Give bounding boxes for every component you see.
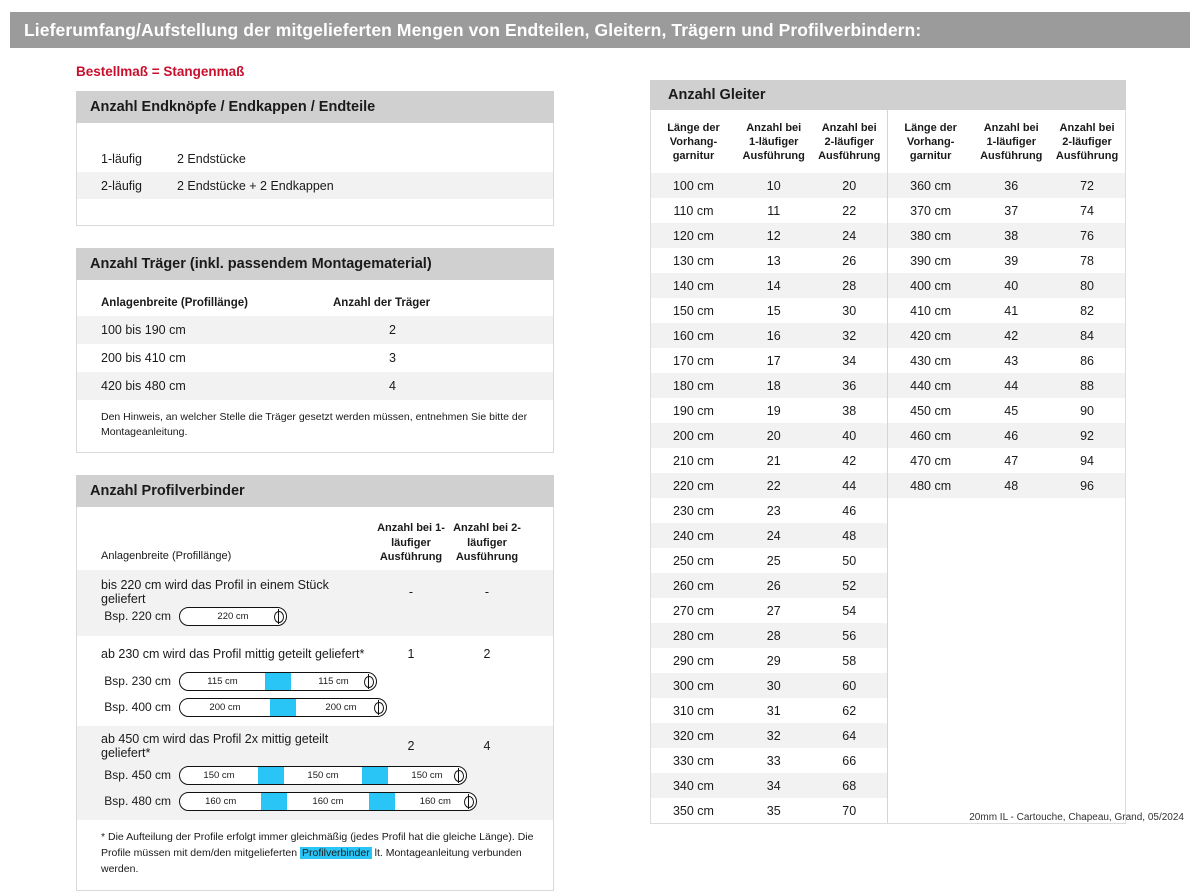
cell-2laeufig: 32 [842,328,857,343]
profile-bar [179,672,377,691]
table-row [888,323,1125,348]
cell-2laeufig: 24 [842,228,857,243]
cell-laenge: 140 cm [672,278,714,293]
cell-laenge: 260 cm [672,578,714,593]
cell-2laeufig: 94 [1080,453,1094,468]
cell-1laeufig: 20 [766,428,781,443]
group-value-1laeufig: 1 [407,647,415,662]
example-label: Bsp. 480 cm [104,794,171,809]
group-value-2laeufig: 4 [483,739,491,754]
cell-1laeufig: 33 [766,753,781,768]
section-body-traeger [76,280,554,453]
cell-1laeufig: 46 [1004,428,1019,443]
cell-1laeufig: 37 [1004,203,1019,218]
cell-1laeufig: 10 [766,178,781,193]
gleiter-rows-right [888,173,1125,498]
bar-segment: 115 cm [318,675,349,687]
spacer [77,123,553,145]
bar-segment: 200 cm [209,701,241,713]
table-row [651,323,887,348]
cell-2laeufig: 72 [1080,178,1094,193]
cell-2laeufig: 54 [842,603,857,618]
page-footer: 20mm IL - Cartouche, Chapeau, Grand, 05/2024 [969,812,1184,823]
table-row [651,198,887,223]
table-row [651,448,887,473]
table-row [651,773,887,798]
cell-laenge: 370 cm [910,203,952,218]
cell-2laeufig: 96 [1080,478,1094,493]
section-traeger [76,248,554,453]
cell-2laeufig: 30 [842,303,857,318]
cell-laenge: 450 cm [910,403,952,418]
gleiter-rows-left [651,173,887,823]
bar-segment: 150 cm [307,769,339,781]
cell-1laeufig: 44 [1004,378,1019,393]
header-anlagenbreite: Anlagenbreite (Profillänge) [101,297,248,309]
cell-2laeufig: 84 [1080,328,1094,343]
cell-2laeufig: 58 [842,653,857,668]
cell-type: 1-läufig [101,151,142,166]
cell-2laeufig: 44 [842,478,857,493]
cell-1laeufig: 26 [766,578,781,593]
table-row [651,223,887,248]
cell-1laeufig: 40 [1004,278,1019,293]
example-label: Bsp. 450 cm [104,768,171,783]
table-header [77,507,553,570]
section-heading-endknoepfe: Anzahl Endknöpfe / Endkappen / Endteile [76,91,554,123]
right-column [650,80,1126,824]
profilverbinder-footnote [77,820,553,889]
profile-bar [179,698,387,717]
example-label-wrap [77,698,497,717]
cell-laenge: 110 cm [673,203,714,218]
table-row [888,273,1125,298]
group-value-2laeufig: - [484,585,490,600]
cell-laenge: 480 cm [910,478,952,493]
gleiter-table-right [888,110,1125,823]
cell-laenge: 410 cm [910,303,952,318]
cell-range: 200 bis 410 cm [101,351,186,365]
bar-endcap-icon [364,673,374,690]
cell-laenge: 290 cm [672,653,714,668]
header-laenge: Länge der Vorhang- garnitur [904,122,957,162]
cell-laenge: 440 cm [910,378,952,393]
bar-segment: 115 cm [207,675,238,687]
example-row [77,696,553,726]
cell-2laeufig: 28 [842,278,857,293]
cell-laenge: 250 cm [672,553,714,568]
cell-laenge: 220 cm [672,478,714,493]
red-note: Bestellmaß = Stangenmaß [76,64,245,79]
cell-1laeufig: 25 [766,553,781,568]
group-text: ab 450 cm wird das Profil 2x mittig geteilt geliefert* [101,732,329,761]
table-row [651,598,887,623]
gleiter-table-left [651,110,888,823]
cell-laenge: 420 cm [910,328,952,343]
connector-icon [270,699,296,716]
section-profilverbinder [76,475,554,890]
cell-1laeufig: 43 [1004,353,1019,368]
bar-segment: 160 cm [205,795,237,807]
cell-2laeufig: 64 [842,728,857,743]
cell-laenge: 270 cm [672,603,714,618]
cell-1laeufig: 32 [766,728,781,743]
bar-segment: 150 cm [203,769,235,781]
table-row [651,723,887,748]
cell-2laeufig: 90 [1080,403,1094,418]
table-row [77,372,553,400]
section-body-endknoepfe [76,123,554,226]
table-row [651,298,887,323]
section-endknoepfe [76,91,554,226]
cell-laenge: 460 cm [910,428,952,443]
table-row [651,798,887,823]
cell-1laeufig: 13 [766,253,781,268]
cell-1laeufig: 21 [766,453,781,468]
bar-segment: 160 cm [419,795,451,807]
gleiter-table-split [651,110,1125,823]
cell-laenge: 380 cm [910,228,952,243]
cell-laenge: 430 cm [910,353,952,368]
bar-endcap-icon [274,608,284,625]
example-row [77,666,553,696]
example-label: Bsp. 220 cm [104,609,171,624]
cell-laenge: 120 cm [672,228,714,243]
example-label-wrap [77,792,497,811]
cell-1laeufig: 34 [766,778,781,793]
spacer [77,199,553,225]
example-row [77,790,553,820]
cell-laenge: 310 cm [672,703,714,718]
cell-2laeufig: 36 [842,378,857,393]
group-value-2laeufig: 2 [483,647,491,662]
cell-2laeufig: 20 [842,178,857,193]
table-row [651,348,887,373]
cell-2laeufig: 46 [842,503,857,518]
table-row [888,348,1125,373]
section-body-gleiter [650,110,1126,824]
connector-icon [369,793,395,810]
example-label-wrap [77,766,497,785]
cell-1laeufig: 24 [766,528,781,543]
cell-laenge: 200 cm [672,428,714,443]
section-heading-gleiter: Anzahl Gleiter [650,80,1126,110]
table-row [77,344,553,372]
cell-2laeufig: 48 [842,528,857,543]
table-row [77,145,553,172]
traeger-note: Den Hinweis, an welcher Stelle die Träger gesetzt werden müssen, entnehmen Sie bitte der Montageanleitung. [101,411,528,439]
cell-laenge: 330 cm [672,753,714,768]
header-2laeufig: Anzahl bei 2-läufiger Ausführung [818,122,881,162]
example-label-wrap [77,607,373,626]
table-row [651,398,887,423]
table-row [651,648,887,673]
cell-range: 420 bis 480 cm [101,379,186,393]
left-column [76,64,554,891]
cell-2laeufig: 74 [1080,203,1094,218]
table-row [651,573,887,598]
header-anzahl-traeger: Anzahl der Träger [333,297,431,309]
header-1laeufig: Anzahl bei 1-läufiger Ausführung [980,122,1043,162]
table-row [888,248,1125,273]
cell-2laeufig: 86 [1080,353,1094,368]
cell-laenge: 400 cm [910,278,952,293]
page-title: Lieferumfang/Aufstellung der mitgelieferten Mengen von Endteilen, Gleitern, Trägern und Profilverbindern: [24,19,922,40]
header-anlagenbreite: Anlagenbreite (Profillänge) [101,550,232,563]
cell-1laeufig: 12 [766,228,781,243]
cell-laenge: 100 cm [672,178,714,193]
cell-2laeufig: 80 [1080,278,1094,293]
cell-1laeufig: 41 [1004,303,1019,318]
table-row [888,173,1125,198]
table-row [77,172,553,199]
cell-2laeufig: 52 [842,578,857,593]
table-row [888,473,1125,498]
cell-1laeufig: 18 [766,378,781,393]
cell-2laeufig: 42 [842,453,857,468]
cell-1laeufig: 39 [1004,253,1019,268]
connector-icon [258,767,284,784]
bar-endcap-icon [374,699,384,716]
cell-value: 2 Endstücke [177,151,246,166]
table-row [651,273,887,298]
header-1laeufig: Anzahl bei 1-läufiger Ausführung [377,522,445,564]
section-heading-traeger: Anzahl Träger (inkl. passendem Montagematerial) [76,248,554,280]
connector-icon [362,767,388,784]
cell-1laeufig: 35 [766,803,781,818]
table-row [888,373,1125,398]
group-row [77,636,553,666]
cell-laenge: 190 cm [672,403,714,418]
cell-2laeufig: 82 [1080,303,1094,318]
footnote-highlight: Profilverbinder [302,847,370,860]
cell-laenge: 130 cm [672,253,714,268]
example-label-wrap [77,672,497,691]
group-value-1laeufig: - [408,585,414,600]
header-2laeufig: Anzahl bei 2-läufiger Ausführung [453,522,521,564]
cell-1laeufig: 27 [766,603,781,618]
cell-laenge: 210 cm [672,453,714,468]
header-2laeufig: Anzahl bei 2-läufiger Ausführung [1055,122,1119,162]
cell-laenge: 350 cm [672,803,714,818]
group-text: bis 220 cm wird das Profil in einem Stück geliefert [101,578,329,607]
cell-laenge: 150 cm [672,303,714,318]
connector-icon [261,793,287,810]
cell-2laeufig: 66 [842,753,857,768]
cell-laenge: 320 cm [672,728,714,743]
cell-1laeufig: 45 [1004,403,1019,418]
cell-1laeufig: 19 [766,403,781,418]
header-laenge: Länge der Vorhang- garnitur [667,122,720,162]
cell-1laeufig: 23 [766,503,781,518]
profile-bar [179,766,467,785]
bar-segment: 200 cm [325,701,357,713]
cell-1laeufig: 29 [766,653,781,668]
table-row [651,173,887,198]
bar-segment: 150 cm [411,769,443,781]
cell-2laeufig: 88 [1080,378,1094,393]
cell-count: 2 [389,323,396,337]
cell-1laeufig: 36 [1004,178,1019,193]
cell-laenge: 470 cm [910,453,952,468]
bar-segment: 160 cm [312,795,344,807]
cell-1laeufig: 22 [766,478,781,493]
table-row [651,473,887,498]
cell-1laeufig: 30 [766,678,781,693]
cell-1laeufig: 42 [1004,328,1019,343]
cell-2laeufig: 68 [842,778,857,793]
cell-laenge: 390 cm [910,253,952,268]
cell-1laeufig: 31 [766,703,781,718]
cell-1laeufig: 15 [766,303,781,318]
footnote-part-2: lt. Montageanleitung verbunden werden. [101,847,522,875]
example-row [77,760,553,790]
cell-2laeufig: 78 [1080,253,1094,268]
cell-2laeufig: 92 [1080,428,1094,443]
table-header [888,110,1125,173]
cell-2laeufig: 50 [842,553,857,568]
cell-2laeufig: 22 [842,203,857,218]
profile-bar [179,792,477,811]
bar-endcap-icon [454,767,464,784]
table-row [651,498,887,523]
table-row [888,448,1125,473]
cell-2laeufig: 38 [842,403,857,418]
cell-laenge: 240 cm [672,528,714,543]
table-row [888,198,1125,223]
cell-2laeufig: 62 [842,703,857,718]
group-text: ab 230 cm wird das Profil mittig geteilt geliefert* [101,647,365,662]
cell-1laeufig: 47 [1004,453,1019,468]
cell-2laeufig: 56 [842,628,857,643]
cell-laenge: 160 cm [672,328,714,343]
connector-icon [265,673,291,690]
table-header [651,110,887,173]
cell-laenge: 340 cm [672,778,714,793]
group-row [77,570,553,606]
header-1laeufig: Anzahl bei 1-läufiger Ausführung [742,122,805,162]
cell-count: 3 [389,351,396,365]
section-body-profilverbinder [76,507,554,890]
cell-1laeufig: 38 [1004,228,1019,243]
example-label: Bsp. 400 cm [104,700,171,715]
cell-laenge: 300 cm [672,678,714,693]
cell-laenge: 230 cm [672,503,714,518]
table-row [651,248,887,273]
table-row [651,673,887,698]
cell-value: 2 Endstücke + 2 Endkappen [177,178,334,193]
cell-1laeufig: 28 [766,628,781,643]
table-row [77,316,553,344]
table-row [651,523,887,548]
table-row [651,698,887,723]
group-row [77,726,553,760]
bar-segment: 220 cm [217,610,249,622]
cell-1laeufig: 11 [767,203,781,218]
cell-1laeufig: 14 [766,278,781,293]
table-row [651,623,887,648]
table-row [888,423,1125,448]
section-heading-profilverbinder: Anzahl Profilverbinder [76,475,554,507]
cell-1laeufig: 17 [766,353,781,368]
cell-2laeufig: 34 [842,353,857,368]
table-row [651,748,887,773]
group-value-1laeufig: 2 [407,739,415,754]
table-row [651,548,887,573]
cell-range: 100 bis 190 cm [101,323,186,337]
table-row [651,373,887,398]
cell-2laeufig: 60 [842,678,857,693]
cell-1laeufig: 16 [766,328,781,343]
table-row [888,398,1125,423]
cell-2laeufig: 76 [1080,228,1094,243]
cell-laenge: 170 cm [672,353,714,368]
table-row [888,298,1125,323]
page-banner [10,12,1190,48]
example-row [77,606,553,636]
cell-2laeufig: 40 [842,428,857,443]
cell-1laeufig: 48 [1004,478,1019,493]
cell-type: 2-läufig [101,178,142,193]
cell-laenge: 360 cm [910,178,952,193]
table-row [651,423,887,448]
table-header [77,290,553,316]
cell-laenge: 180 cm [672,378,714,393]
cell-2laeufig: 26 [842,253,857,268]
table-row [888,223,1125,248]
footnote-part-1: * Die Aufteilung der Profile erfolgt immer gleichmäßig (jedes Profil hat die gleiche Länge). Die Profile müssen mit dem/den mitgelieferten [101,831,534,860]
example-label: Bsp. 230 cm [104,674,171,689]
bar-endcap-icon [464,793,474,810]
cell-2laeufig: 70 [842,803,857,818]
cell-count: 4 [389,379,396,393]
profile-bar [179,607,287,626]
cell-laenge: 280 cm [672,628,714,643]
